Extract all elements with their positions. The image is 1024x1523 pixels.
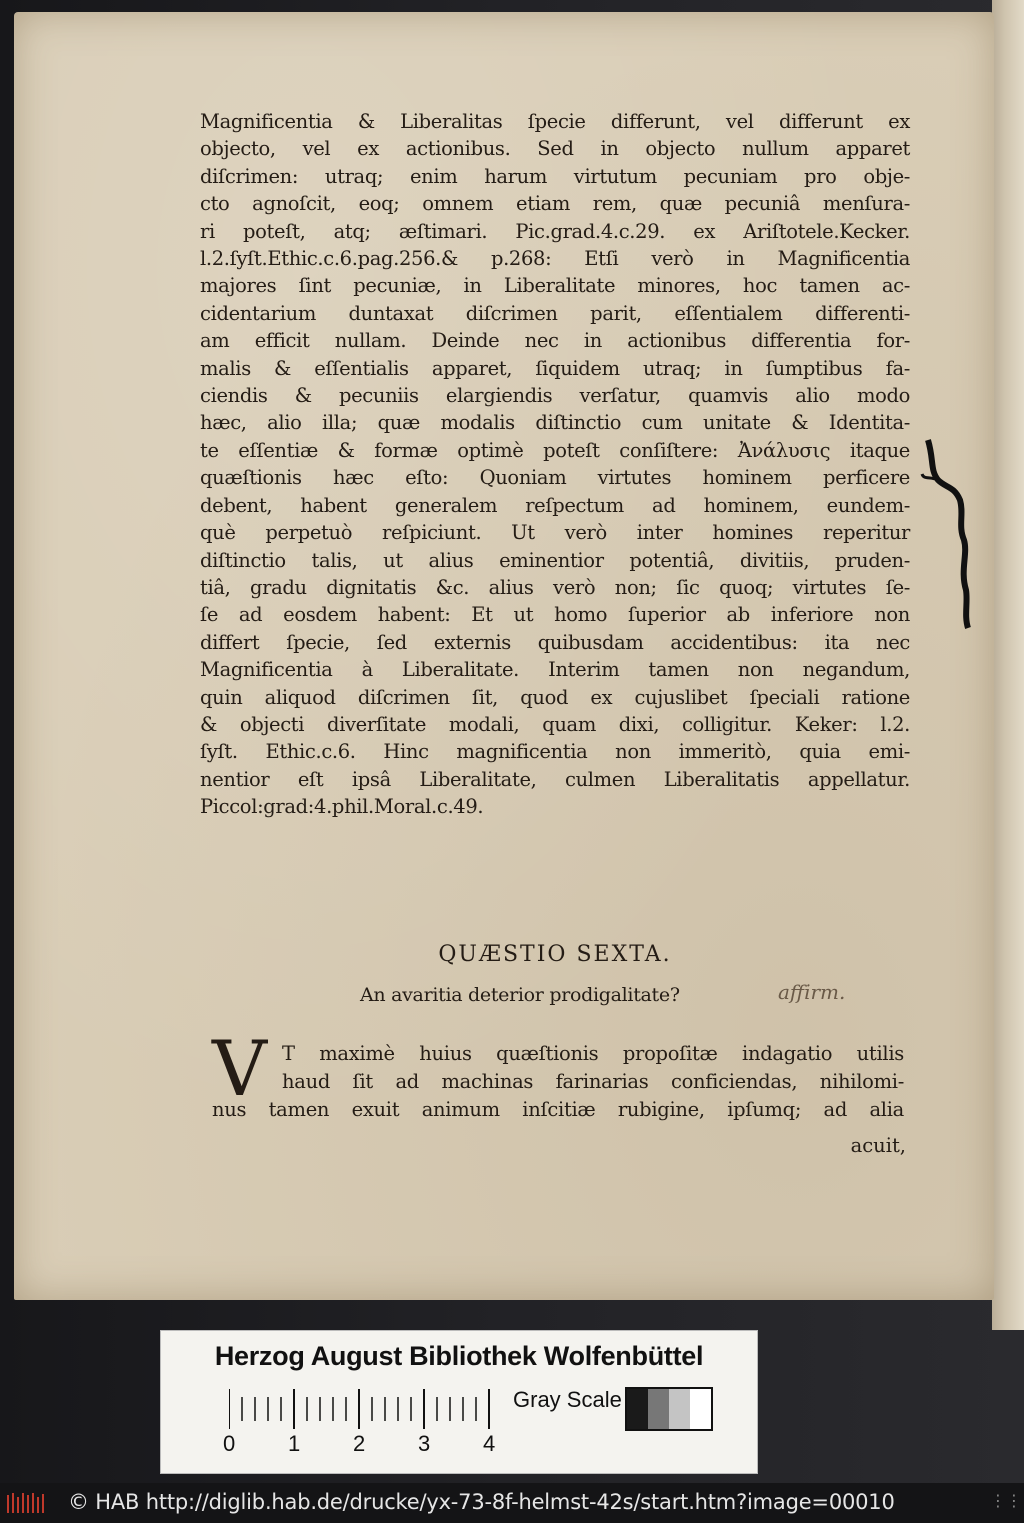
question-subheading: An avaritia deterior prodigalitate? xyxy=(360,984,680,1006)
ruler-label: 1 xyxy=(288,1431,301,1456)
text-line: diſtinctio talis, ut alius eminentior potentiâ, divitiis, pruden- xyxy=(200,548,910,572)
more-options-icon[interactable]: ⋮⋮ xyxy=(990,1491,1022,1510)
gray-scale-label: Gray Scale xyxy=(513,1387,622,1412)
text-line: ri poteſt, atq; æſtimari. Pic.grad.4.c.29. ex Ariſtotele.Kecker. xyxy=(200,219,910,243)
next-page-edge xyxy=(992,0,1024,1330)
color-target-card xyxy=(160,1330,758,1474)
text-line: cto agnoſcit, eoq; omnem etiam rem, quæ pecuniâ menſura- xyxy=(200,192,910,216)
gray-swatch xyxy=(669,1389,690,1429)
text-line: haud ſit ad machinas farinarias conficiendas, nihilomi- xyxy=(282,1070,904,1093)
text-line: objecto, vel ex actionibus. Sed in objecto nullum apparet xyxy=(200,137,910,161)
ruler-label: 2 xyxy=(353,1431,366,1456)
text-line: diſcrimen: utraq; enim harum virtutum pecuniam pro obje- xyxy=(200,164,910,188)
gray-swatch xyxy=(648,1389,669,1429)
gray-swatch xyxy=(627,1389,648,1429)
main-paragraph xyxy=(200,108,910,821)
gray-swatch xyxy=(690,1389,711,1429)
text-line: nus tamen exuit animum inſcitiæ rubigine, ipſumq; ad alia xyxy=(212,1098,904,1121)
drop-cap: V xyxy=(212,1024,267,1113)
text-line: quin aliquod diſcrimen ſit, quod ex cujuslibet ſpeciali ratione xyxy=(200,685,910,709)
text-line: debent, habent generalem reſpectum ad hominem, eundem- xyxy=(200,493,910,517)
text-line: hæc, alio illa; quæ modalis diſtinctio cum unitate & Identita- xyxy=(200,411,910,435)
text-line: tiâ, gradu dignitatis &c. alius verò non; ſic quoq; virtutes ſe- xyxy=(200,575,910,599)
ruler-label: 3 xyxy=(418,1431,431,1456)
catchword: acuit, xyxy=(850,1134,906,1157)
text-line: cidentarium duntaxat diſcrimen parit, eſſentialem differenti- xyxy=(200,301,910,325)
text-line: quæſtionis hæc eſto: Quoniam virtutes hominem perficere xyxy=(200,466,910,490)
library-name: Herzog August Bibliothek Wolfenbüttel xyxy=(214,1341,704,1371)
text-line: differt ſpecie, ſed externis quibusdam accidentibus: ita nec xyxy=(200,630,910,654)
text-line: & objecti diverſitate modali, quam dixi, colligitur. Keker: l.2. xyxy=(200,712,910,736)
text-line: l.2.ſyſt.Ethic.c.6.pag.256.& p.268: Etſi verò in Magnificentia xyxy=(200,247,910,271)
text-line: què perpetuò reſpiciunt. Ut verò inter homines reperitur xyxy=(200,521,910,545)
text-line: te eſſentiæ & formæ optimè poteſt conſiſtere: Ἀνάλυσις itaque xyxy=(200,438,910,462)
text-line: Magnificentia & Liberalitas ſpecie differunt, vel differunt ex xyxy=(200,110,910,133)
ruler-label: 0 xyxy=(223,1431,236,1456)
gray-scale-swatches xyxy=(625,1387,713,1431)
text-line: T maximè huius quæſtionis propoſitæ indagatio utilis xyxy=(282,1042,904,1065)
second-paragraph-indented xyxy=(282,1040,904,1096)
text-line: majores ſint pecuniæ, in Liberalitate minores, hoc tamen ac- xyxy=(200,274,910,298)
ruler-label: 4 xyxy=(483,1431,496,1456)
text-line: Piccol:grad:4.phil.Moral.c.49. xyxy=(200,795,484,819)
footer-bar xyxy=(0,1483,1024,1523)
second-paragraph-full xyxy=(212,1096,904,1124)
handwritten-margin-note: affirm. xyxy=(778,980,846,1004)
text-line: nentior eſt ipsâ Liberalitate, culmen Liberalitatis appellatur. xyxy=(200,767,910,791)
text-line: malis & eſſentialis apparet, ſiquidem utraq; in ſumptibus fa- xyxy=(200,356,910,380)
text-line: ciendis & pecuniis elargiendis verſatur, quamvis alio modo xyxy=(200,384,910,408)
text-line: ſyſt. Ethic.c.6. Hinc magnificentia non immeritò, quia emi- xyxy=(200,740,910,764)
text-line: am efficit nullam. Deinde nec in actionibus differentia for- xyxy=(200,329,910,353)
text-line: Magnificentia à Liberalitate. Interim tamen non negandum, xyxy=(200,658,910,682)
question-heading: QUÆSTIO SEXTA. xyxy=(438,942,672,967)
ruler-scale xyxy=(229,1389,499,1429)
hab-logo-icon xyxy=(6,1491,46,1515)
source-url-link[interactable]: © HAB http://diglib.hab.de/drucke/yx-73-8f-helmst-42s/start.htm?image=00010 xyxy=(68,1490,895,1514)
page-tear-mark xyxy=(920,430,980,630)
text-line: ſe ad eosdem habent: Et ut homo ſuperior ab inferiore non xyxy=(200,603,910,627)
